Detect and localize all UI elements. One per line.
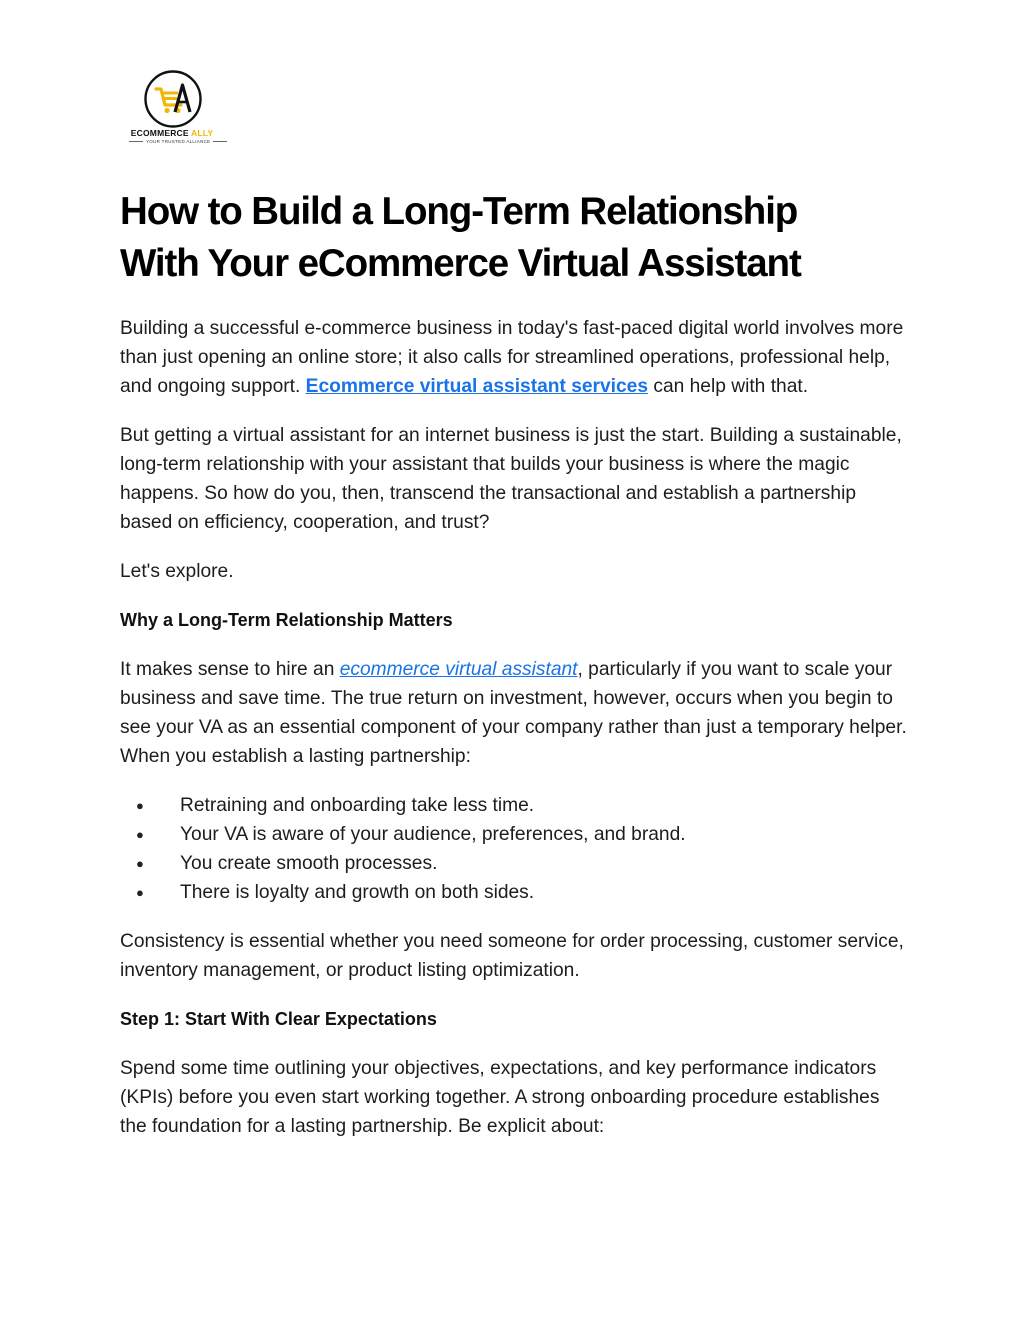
brand-logo <box>126 70 218 150</box>
list-item: ● Your VA is aware of your audience, preferences, and brand. <box>120 820 910 849</box>
logo-name-part1: ECOMMERCE <box>130 128 189 138</box>
intro-paragraph-2: But getting a virtual assistant for an internet business is just the start. Building a sustainable, long-term relationship with your assistant that builds your business is where the magic happens. So how do you, then, transcend the transactional and establish a partnership based on efficiency, cooperation, and trust? <box>120 425 902 533</box>
ecommerce-va-link[interactable]: ecommerce virtual assistant <box>339 659 578 680</box>
section-heading-why-long-term: Why a Long-Term Relationship Matters <box>120 610 453 630</box>
ecommerce-va-services-link[interactable]: Ecommerce virtual assistant services <box>305 376 649 397</box>
title-line-1: How to Build a Long-Term Relationship <box>120 190 798 233</box>
shopping-cart-logo-icon <box>144 70 202 128</box>
list-item: ● Retraining and onboarding take less time. <box>120 791 910 820</box>
section1-p1-text-after: , particularly if you want to scale your business and save time. The true return on investment, however, occurs when you begin to see your VA as an essential component of your company rather than just a temporary helper. When you establish a lasting partnership: <box>120 659 907 767</box>
section1-p1-text-before: It makes sense to hire an <box>120 659 340 680</box>
logo-wordmark <box>126 128 218 138</box>
logo-tagline: YOUR TRUSTED ALLIANCE <box>126 139 218 144</box>
section-heading-step-1: Step 1: Start With Clear Expectations <box>120 1009 437 1029</box>
benefits-list <box>120 791 910 907</box>
intro-paragraph-1 <box>120 314 910 401</box>
title-line-2: With Your eCommerce Virtual Assistant <box>120 242 801 285</box>
document-body <box>120 314 910 1161</box>
section2-paragraph-1: Spend some time outlining your objectives, expectations, and key performance indicators (KPIs) before you even start working together. A strong onboarding procedure establishes the foundation for a lasting partnership. Be explicit about: <box>120 1058 880 1137</box>
logo-name-part2: ALLY <box>191 128 214 138</box>
intro-p1-text-before: Building a successful e-commerce business in today's fast-paced digital world involves more than just opening an online store; it also calls for streamlined operations, professional help, and ongoing support. <box>120 318 904 397</box>
list-item: ● You create smooth processes. <box>120 849 910 878</box>
section1-paragraph-2: Consistency is essential whether you need someone for order processing, customer service, inventory management, or product listing optimization. <box>120 931 904 981</box>
document-title <box>120 186 910 290</box>
intro-p1-text-after: can help with that. <box>648 376 809 397</box>
intro-paragraph-3: Let's explore. <box>120 561 234 582</box>
section1-paragraph-1 <box>120 655 910 771</box>
list-item: ● There is loyalty and growth on both sides. <box>120 878 910 907</box>
